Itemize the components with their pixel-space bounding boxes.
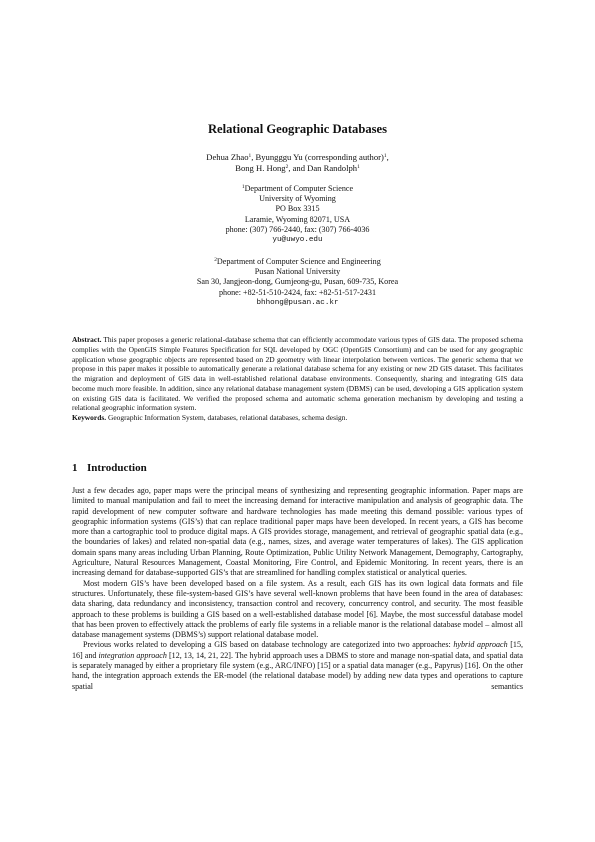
- author-list: [0, 152, 595, 174]
- abstract-body: [72, 335, 523, 413]
- emphasis: hybrid approach: [453, 640, 508, 650]
- keywords-label: Keywords.: [72, 413, 107, 422]
- affiliation-marker: 1: [248, 153, 252, 159]
- section-body: [72, 486, 523, 692]
- affiliation-line: $^2$Department of Computer Science and Engineering: [214, 257, 381, 266]
- abstract-text: This paper proposes a generic relational-database schema that can efficiently accommodate various types of GIS data. The proposed schema complies with the OpenGIS Simple Features Specification for SQL developed by OGC (OpenGIS Consortium) and can be used for any geographic application whose geographic objects are represented based on 2D geometry with linear interpolation between vertices. The generic schema that we propose in this paper makes it possible to automatically generate a relational database schema for any existing or new 2D GIS dataset. This facilitates the migration and deployment of GIS data in well-established relational database environments. Consequently, sharing and integrating GIS data become much more feasible. In addition, since any relational database management system (DBMS) can be used, developing a GIS application system on existing GIS data is facilitated. We verified the proposed schema and automatic schema generation mechanism by developing and testing a relational geographic information system.: [72, 335, 523, 413]
- author-name: , and Dan Randolph: [288, 162, 358, 173]
- affiliation-2: [0, 257, 595, 308]
- section-heading: [72, 462, 147, 474]
- affiliation-line: $^1$Department of Computer Science: [241, 184, 354, 193]
- section-number: 1: [72, 462, 78, 474]
- keywords: [72, 413, 523, 423]
- abstract-label: Abstract.: [72, 335, 102, 344]
- affiliation-line: San 30, Jangjeon-dong, Gumjeong-gu, Pusan, 609-735, Korea: [196, 277, 399, 287]
- author-line-1: [0, 152, 595, 163]
- email-address: bhhong@pusan.ac.kr: [256, 298, 339, 307]
- affiliation-line: Laramie, Wyoming 82071, USA: [244, 214, 351, 224]
- emphasis: integration approach: [98, 650, 167, 660]
- affiliation-marker: 1: [357, 163, 360, 170]
- section-title: Introduction: [87, 462, 147, 474]
- affiliation-line: phone: +82-51-510-2424, fax: +82-51-517-2431: [218, 287, 377, 297]
- author-name: , Byungggu Yu (corresponding author): [251, 152, 384, 162]
- paragraph: Previous works related to developing a GIS based on database technology are categorized into two approaches: hybrid approach [15, 16] and integration approach [12, 13, 14, 21, 22]. The hybrid approach uses a DBMS to store and manage non-spatial data, and spatial data is separately managed by either a proprietary file system (e.g., ARC/INFO) [15] or a spatial data manager (e.g., Papyrus) [16]. On the other hand, the integration approach extends the ER-model (the relational database model) by adding new data types and operations to capture spatial semantics: [72, 640, 523, 691]
- affiliation-marker: 1: [241, 184, 245, 190]
- keywords-text: Geographic Information System, databases, relational databases, schema design.: [106, 413, 348, 422]
- affiliation-marker: 1: [383, 153, 387, 159]
- affiliation-marker: 2: [214, 257, 217, 263]
- affiliation-1: [0, 184, 595, 245]
- email-address: yu@uwyo.edu: [272, 236, 323, 245]
- affiliation-marker: 2: [285, 163, 289, 170]
- author-name: Bong H. Hong: [235, 162, 286, 173]
- author-name: Dehua Zhao: [206, 152, 249, 162]
- affiliation-line: Pusan National University: [254, 267, 341, 277]
- affiliation-line: University of Wyoming: [259, 194, 336, 204]
- paper-title: Relational Geographic Databases: [207, 122, 388, 136]
- author-line-2: [0, 163, 595, 174]
- abstract: [72, 335, 523, 423]
- affiliation-line: PO Box 3315: [275, 204, 320, 214]
- author-separator: ,: [386, 152, 389, 162]
- paragraph: Most modern GIS’s have been developed based on a file system. As a result, each GIS has its own logical data formats and file structures. Unfortunately, these file-system-based GIS’s have several well-known problems that have been found in the area of databases: data sharing, data redundancy and inconsistency, transaction control and recovery, concurrency control, and security. The most feasible approach to these problems is building a GIS based on a well-established database model [6]. Maybe, the most successful database model that has been proven to effectively attack the problems of early file systems in a reliable manor is the relational database model – almost all database management systems (DBMS’s) support relational database model.: [72, 578, 523, 640]
- affiliation-line: phone: (307) 766-2440, fax: (307) 766-4036: [225, 224, 370, 234]
- paragraph: Just a few decades ago, paper maps were the principal means of synthesizing and representing geographic information. Paper maps are limited to manual manipulation and fail to meet the increasing demand for interactive manipulation and analysis of geographic data. The rapid development of new computer software and hardware technologies has made meeting this demand possible: various types of geographic information systems (GIS’s) that can replace traditional paper maps have been developed. In recent years, a GIS has become more than a cartographic tool to produce digital maps. A GIS provides storage, management, and retrieval of geographic spatial data (e.g., the boundaries of lakes) and related non-spatial data (e.g., names, sizes, and average water temperatures of lakes). The GIS application domain spans many areas including Urban Planning, Route Optimization, Public Utility Network Management, Demography, Cartography, Agriculture, Natural Resources Management, Coastal Monitoring, Fire Control, and Epidemic Monitoring. In recent years, there is an increasing demand for database-supported GIS’s that are streamlined for handling complex statistical or analytical queries.: [72, 486, 523, 578]
